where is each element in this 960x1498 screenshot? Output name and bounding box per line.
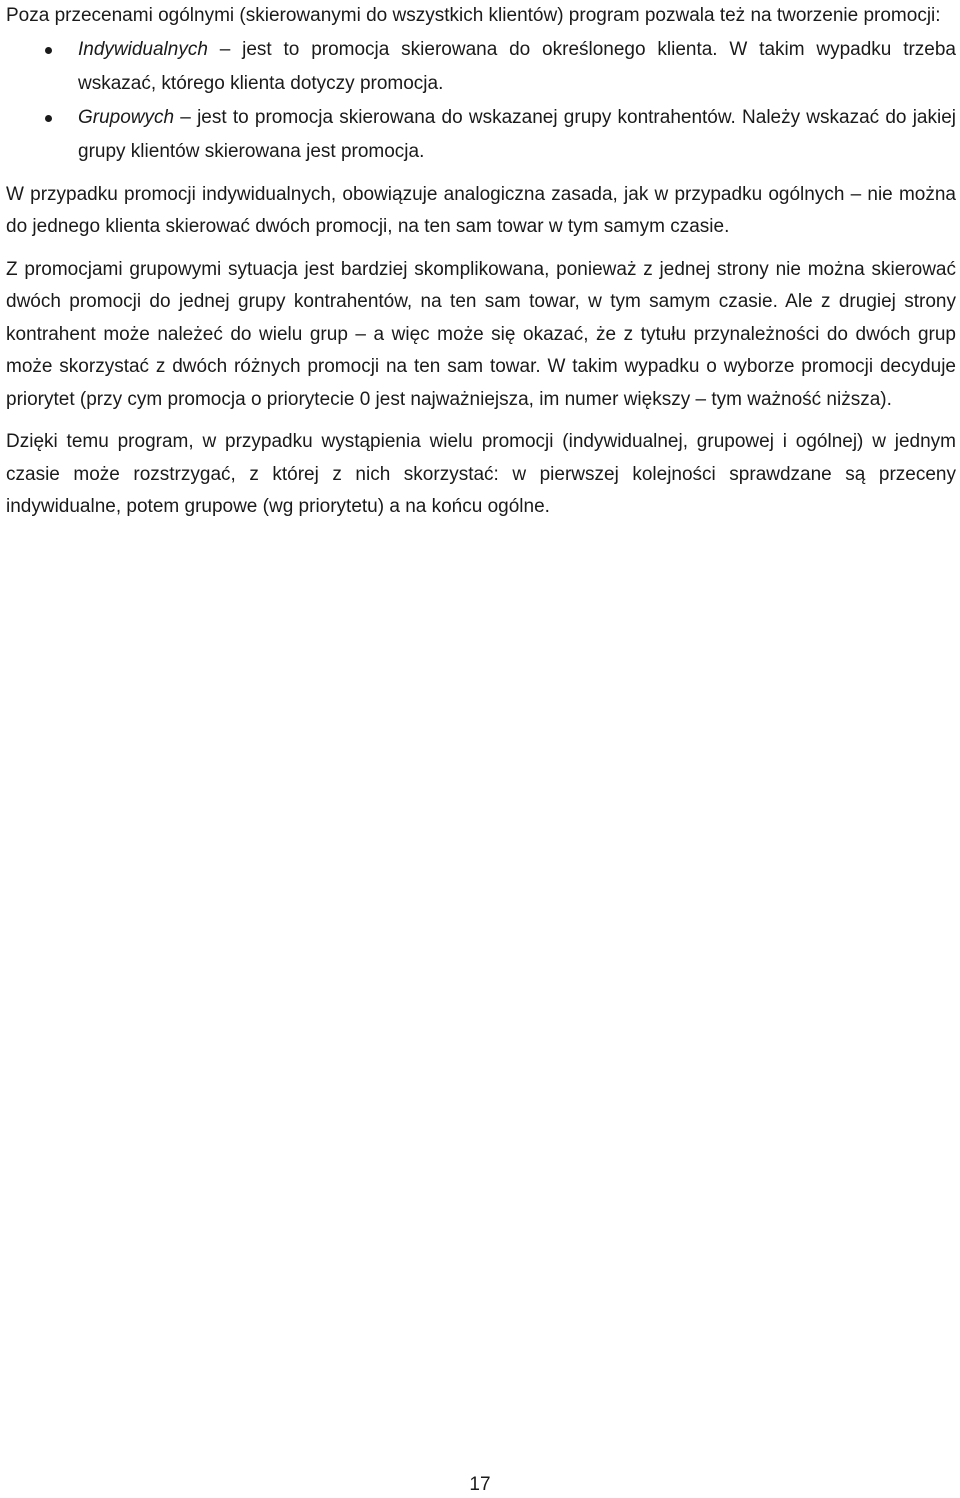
paragraph-group-rule: Z promocjami grupowymi sytuacja jest bardziej skomplikowana, ponieważ z jednej strony nie można skierować dwóch promocji do jednej grupy kontrahentów, na ten sam towar, w tym samym czasie. Ale z drugiej strony kontrahent może należeć do wielu grup – a więc może się okazać, że z tytułu przynależności do dwóch grup może skorzystać z dwóch różnych promocji na ten sam towar. W takim wypadku o wyborze promocji decyduje priorytet (przy cym promocja o priorytecie 0 jest najważniejsza, im numer większy – tym ważność niższa). xyxy=(6,258,956,410)
intro-paragraph: Poza przecenami ogólnymi (skierowanymi do wszystkich klientów) program pozwala też na tworzenie promocji: xyxy=(6,5,941,26)
page-number: 17 xyxy=(469,1474,491,1495)
list-item-text: – jest to promocja skierowana do wskazanej grupy kontrahentów. Należy wskazać do jakiej grupy klientów skierowana jest promocja. xyxy=(78,106,956,162)
list-item-group xyxy=(6,101,956,169)
promotion-types-list xyxy=(6,33,956,169)
list-item-individual xyxy=(6,33,956,101)
paragraph-individual-rule: W przypadku promocji indywidualnych, obowiązuje analogiczna zasada, jak w przypadku ogólnych – nie można do jednego klienta skierować dwóch promocji, na ten sam towar w tym samym czasie. xyxy=(6,183,956,237)
bullet-icon xyxy=(45,47,52,54)
list-item-text: – jest to promocja skierowana do określonego klienta. W takim wypadku trzeba wskazać, którego klienta dotyczy promocja. xyxy=(78,38,956,94)
list-item-term: Indywidualnych xyxy=(78,38,208,60)
document-page xyxy=(6,0,956,524)
list-item-term: Grupowych xyxy=(78,106,175,128)
bullet-icon xyxy=(45,115,52,122)
paragraph-priority-order: Dzięki temu program, w przypadku wystąpienia wielu promocji (indywidualnej, grupowej i ogólnej) w jednym czasie może rozstrzygać, z której z nich skorzystać: w pierwszej kolejności sprawdzane są przeceny indywidualne, potem grupowe (wg priorytetu) a na końcu ogólne. xyxy=(6,431,956,517)
